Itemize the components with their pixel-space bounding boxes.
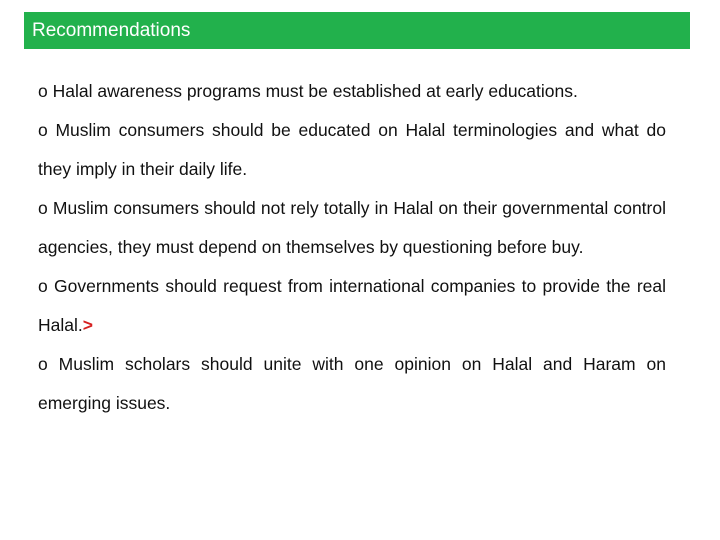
list-item [38,267,666,345]
recommendations-list [38,72,666,423]
title-bar [24,12,690,49]
list-item-text: o Governments should request from international companies to provide the real Halal. [38,276,666,335]
list-item: o Muslim scholars should unite with one opinion on Halal and Haram on emerging issues. [38,354,666,413]
list-item: o Halal awareness programs must be established at early educations. [38,81,578,101]
page-title: Recommendations [32,20,191,41]
list-item: o Muslim consumers should not rely totally in Halal on their governmental control agencies, they must depend on themselves by questioning before buy. [38,198,666,257]
arrow-marker: > [82,315,93,335]
list-item: o Muslim consumers should be educated on Halal terminologies and what do they imply in their daily life. [38,120,666,179]
